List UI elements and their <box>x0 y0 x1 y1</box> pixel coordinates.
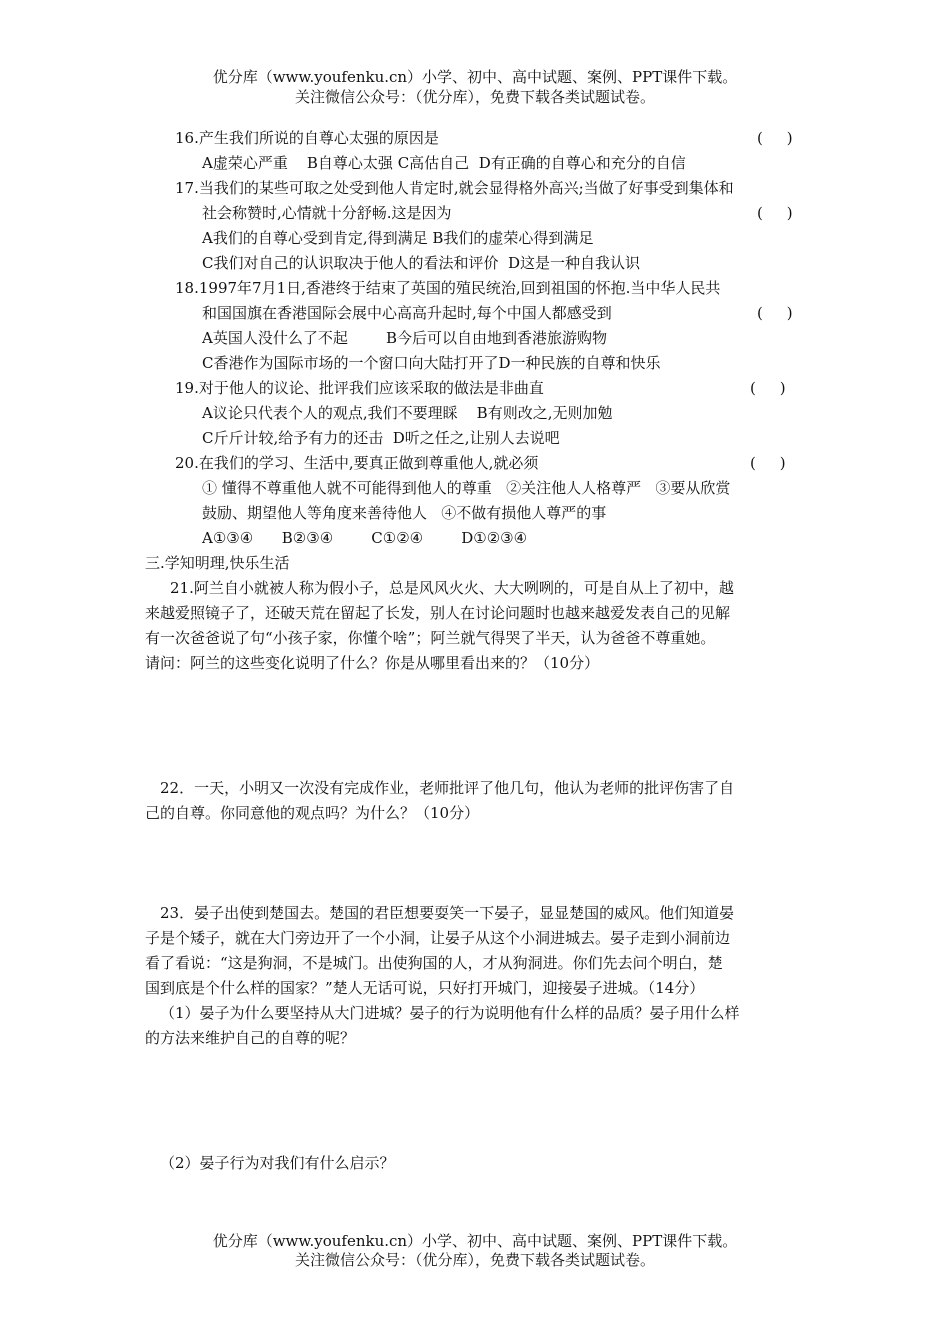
q18-options-line-1: A英国人没什么了不起 B今后可以自由地到香港旅游购物 <box>202 329 608 347</box>
q17-stem-line-1: 17.当我们的某些可取之处受到他人肯定时,就会显得格外高兴;当做了好事受到集体和 <box>175 179 734 197</box>
q19-stem: 19.对于他人的议论、批评我们应该采取的做法是非曲直 <box>175 379 544 397</box>
header-line-1: 优分库（www.youfenku.cn）小学、初中、高中试题、案例、PPT课件下载。 <box>212 68 738 86</box>
q20-options: A①③④ B②③④ C①②④ D①②③④ <box>202 529 528 547</box>
q19-options-line-1: A议论只代表个人的观点,我们不要理睬 B有则改之,无则加勉 <box>202 404 613 422</box>
q18-answer-bracket: ( ) <box>757 304 793 322</box>
section-3-title: 三.学知明理,快乐生活 <box>145 554 290 572</box>
q21-line-2: 来越爱照镜子了，还破天荒在留起了长发，别人在讨论问题时也越来越爱发表自己的见解 <box>145 604 731 622</box>
q20-stem: 20.在我们的学习、生活中,要真正做到尊重他人,就必须 <box>175 454 539 472</box>
q18-stem-line-1: 18.1997年7月1日,香港终于结束了英国的殖民统治,回到祖国的怀抱.当中华人民共 <box>175 279 721 297</box>
q19-answer-bracket: ( ) <box>750 379 786 397</box>
q22-line-2: 己的自尊。你同意他的观点吗？为什么？（10分） <box>145 804 480 822</box>
q17-options-line-2: C我们对自己的认识取决于他人的看法和评价 D这是一种自我认识 <box>202 254 641 272</box>
q17-answer-bracket: ( ) <box>757 204 793 222</box>
q20-items-line-2: 鼓励、期望他人等角度来善待他人 ④不做有损他人尊严的事 <box>202 504 607 522</box>
q20-answer-bracket: ( ) <box>750 454 786 472</box>
footer-line-1: 优分库（www.youfenku.cn）小学、初中、高中试题、案例、PPT课件下载。 <box>212 1232 738 1250</box>
q17-options-line-1: A我们的自尊心受到肯定,得到满足 B我们的虚荣心得到满足 <box>202 229 594 247</box>
header-line-2: 关注微信公众号：（优分库），免费下载各类试题试卷。 <box>294 88 655 106</box>
q17-stem-line-2: 社会称赞时,心情就十分舒畅.这是因为 <box>202 204 452 222</box>
q16-stem: 16.产生我们所说的自尊心太强的原因是 <box>175 129 439 147</box>
footer-line-2: 关注微信公众号：（优分库），免费下载各类试题试卷。 <box>294 1251 655 1269</box>
q20-items-line-1: ① 懂得不尊重他人就不可能得到他人的尊重 ②关注他人人格尊严 ③要从欣赏 <box>202 479 731 497</box>
q23-sub-1-line-1: （1）晏子为什么要坚持从大门进城？晏子的行为说明他有什么样的品质？晏子用什么样 <box>160 1004 740 1022</box>
q22-line-1: 22．一天，小明又一次没有完成作业，老师批评了他几句，他认为老师的批评伤害了自 <box>160 779 735 797</box>
q23-sub-1-line-2: 的方法来维护自己的自尊的呢？ <box>145 1029 356 1047</box>
q23-line-3: 看了看说：“这是狗洞，不是城门。出使狗国的人，才从狗洞进。你们先去问个明白，楚 <box>145 954 723 972</box>
q16-answer-bracket: ( ) <box>757 129 793 147</box>
q23-line-4: 国到底是个什么样的国家？”楚人无话可说，只好打开城门，迎接晏子进城。（14分） <box>145 979 705 997</box>
q19-options-line-2: C斤斤计较,给予有力的还击 D听之任之,让别人去说吧 <box>202 429 560 447</box>
q23-sub-2: （2）晏子行为对我们有什么启示？ <box>160 1154 395 1172</box>
q23-line-2: 子是个矮子，就在大门旁边开了一个小洞，让晏子从这个小洞进城去。晏子走到小洞前边 <box>145 929 731 947</box>
q16-options: A虚荣心严重 B自尊心太强 C高估自己 D有正确的自尊心和充分的自信 <box>202 154 686 172</box>
q21-line-3: 有一次爸爸说了句“小孩子家，你懂个啥”；阿兰就气得哭了半天，认为爸爸不尊重她。 <box>145 629 716 647</box>
q18-options-line-2: C香港作为国际市场的一个窗口向大陆打开了D一种民族的自尊和快乐 <box>202 354 661 372</box>
q23-line-1: 23．晏子出使到楚国去。楚国的君臣想要耍笑一下晏子，显显楚国的威风。他们知道晏 <box>160 904 735 922</box>
q18-stem-line-2: 和国国旗在香港国际会展中心高高升起时,每个中国人都感受到 <box>202 304 612 322</box>
q21-line-4: 请问：阿兰的这些变化说明了什么？你是从哪里看出来的？（10分） <box>145 654 600 672</box>
q21-line-1: 21.阿兰自小就被人称为假小子，总是风风火火、大大咧咧的，可是自从上了初中，越 <box>170 579 734 597</box>
